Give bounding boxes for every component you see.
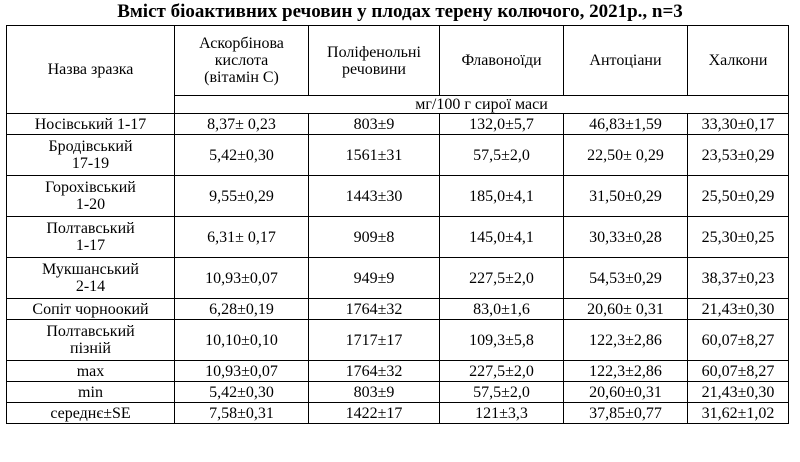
value-chalcones: 25,50±0,29	[688, 176, 789, 217]
value-polyphenols: 1764±32	[309, 299, 440, 320]
value-ascorbic: 5,42±0,30	[175, 382, 309, 403]
header-sample-name: Назва зразка	[7, 26, 175, 114]
table-row	[7, 176, 789, 217]
value-ascorbic: 5,42±0,30	[175, 135, 309, 176]
value-anthocyanins: 31,50±0,29	[564, 176, 688, 217]
value-flavonoids: 145,0±4,1	[440, 217, 564, 258]
value-chalcones: 21,43±0,30	[688, 382, 789, 403]
value-flavonoids: 132,0±5,7	[440, 114, 564, 135]
value-polyphenols: 1443±30	[309, 176, 440, 217]
value-ascorbic: 10,10±0,10	[175, 320, 309, 361]
table-title: Вміст біоактивних речовин у плодах терену колючого, 2021р., n=3	[117, 1, 683, 22]
table-row	[7, 217, 789, 258]
stat-label: min	[7, 382, 175, 403]
stat-label: max	[7, 361, 175, 382]
value-chalcones: 33,30±0,17	[688, 114, 789, 135]
value-anthocyanins: 122,3±2,86	[564, 361, 688, 382]
value-chalcones: 60,07±8,27	[688, 361, 789, 382]
stat-label: середнє±SE	[7, 403, 175, 424]
value-flavonoids: 227,5±2,0	[440, 361, 564, 382]
value-ascorbic: 9,55±0,29	[175, 176, 309, 217]
sample-name: Горохівський 1-20	[7, 176, 175, 217]
table-row-max	[7, 361, 789, 382]
value-anthocyanins: 54,53±0,29	[564, 258, 688, 299]
header-anthocyanins: Антоціани	[564, 26, 688, 96]
sample-name: Мукшанський 2-14	[7, 258, 175, 299]
table-row	[7, 135, 789, 176]
value-chalcones: 25,30±0,25	[688, 217, 789, 258]
header-flavonoids: Флавоноїди	[440, 26, 564, 96]
value-flavonoids: 57,5±2,0	[440, 135, 564, 176]
value-anthocyanins: 22,50± 0,29	[564, 135, 688, 176]
value-anthocyanins: 20,60±0,31	[564, 382, 688, 403]
value-flavonoids: 57,5±2,0	[440, 382, 564, 403]
header-polyphenols: Поліфенольні речовини	[309, 26, 440, 96]
value-flavonoids: 83,0±1,6	[440, 299, 564, 320]
value-polyphenols: 1764±32	[309, 361, 440, 382]
table-row-min	[7, 382, 789, 403]
value-ascorbic: 6,31± 0,17	[175, 217, 309, 258]
table-row	[7, 299, 789, 320]
value-flavonoids: 121±3,3	[440, 403, 564, 424]
value-flavonoids: 109,3±5,8	[440, 320, 564, 361]
table-row	[7, 258, 789, 299]
table-row	[7, 114, 789, 135]
value-polyphenols: 1422±17	[309, 403, 440, 424]
value-anthocyanins: 46,83±1,59	[564, 114, 688, 135]
value-anthocyanins: 20,60± 0,31	[564, 299, 688, 320]
value-polyphenols: 1717±17	[309, 320, 440, 361]
value-ascorbic: 7,58±0,31	[175, 403, 309, 424]
value-ascorbic: 10,93±0,07	[175, 258, 309, 299]
data-table	[6, 25, 789, 424]
unit-label: мг/100 г сирої маси	[175, 96, 789, 114]
value-polyphenols: 803±9	[309, 382, 440, 403]
value-ascorbic: 8,37± 0,23	[175, 114, 309, 135]
value-anthocyanins: 122,3±2,86	[564, 320, 688, 361]
value-polyphenols: 909±8	[309, 217, 440, 258]
value-polyphenols: 1561±31	[309, 135, 440, 176]
value-flavonoids: 185,0±4,1	[440, 176, 564, 217]
table-row-mean	[7, 403, 789, 424]
value-flavonoids: 227,5±2,0	[440, 258, 564, 299]
value-ascorbic: 6,28±0,19	[175, 299, 309, 320]
table-header-row	[7, 26, 789, 96]
value-chalcones: 31,62±1,02	[688, 403, 789, 424]
value-ascorbic: 10,93±0,07	[175, 361, 309, 382]
header-ascorbic-acid: Аскорбінова кислота (вітамін С)	[175, 26, 309, 96]
sample-name: Сопіт чорноокий	[7, 299, 175, 320]
value-chalcones: 21,43±0,30	[688, 299, 789, 320]
sample-name: Бродівський 17-19	[7, 135, 175, 176]
sample-name: Носівський 1-17	[7, 114, 175, 135]
value-chalcones: 38,37±0,23	[688, 258, 789, 299]
sample-name: Полтавський пізній	[7, 320, 175, 361]
value-polyphenols: 803±9	[309, 114, 440, 135]
value-chalcones: 60,07±8,27	[688, 320, 789, 361]
header-chalcones: Халкони	[688, 26, 789, 96]
value-polyphenols: 949±9	[309, 258, 440, 299]
value-anthocyanins: 30,33±0,28	[564, 217, 688, 258]
sample-name: Полтавський 1-17	[7, 217, 175, 258]
value-anthocyanins: 37,85±0,77	[564, 403, 688, 424]
table-row	[7, 320, 789, 361]
value-chalcones: 23,53±0,29	[688, 135, 789, 176]
